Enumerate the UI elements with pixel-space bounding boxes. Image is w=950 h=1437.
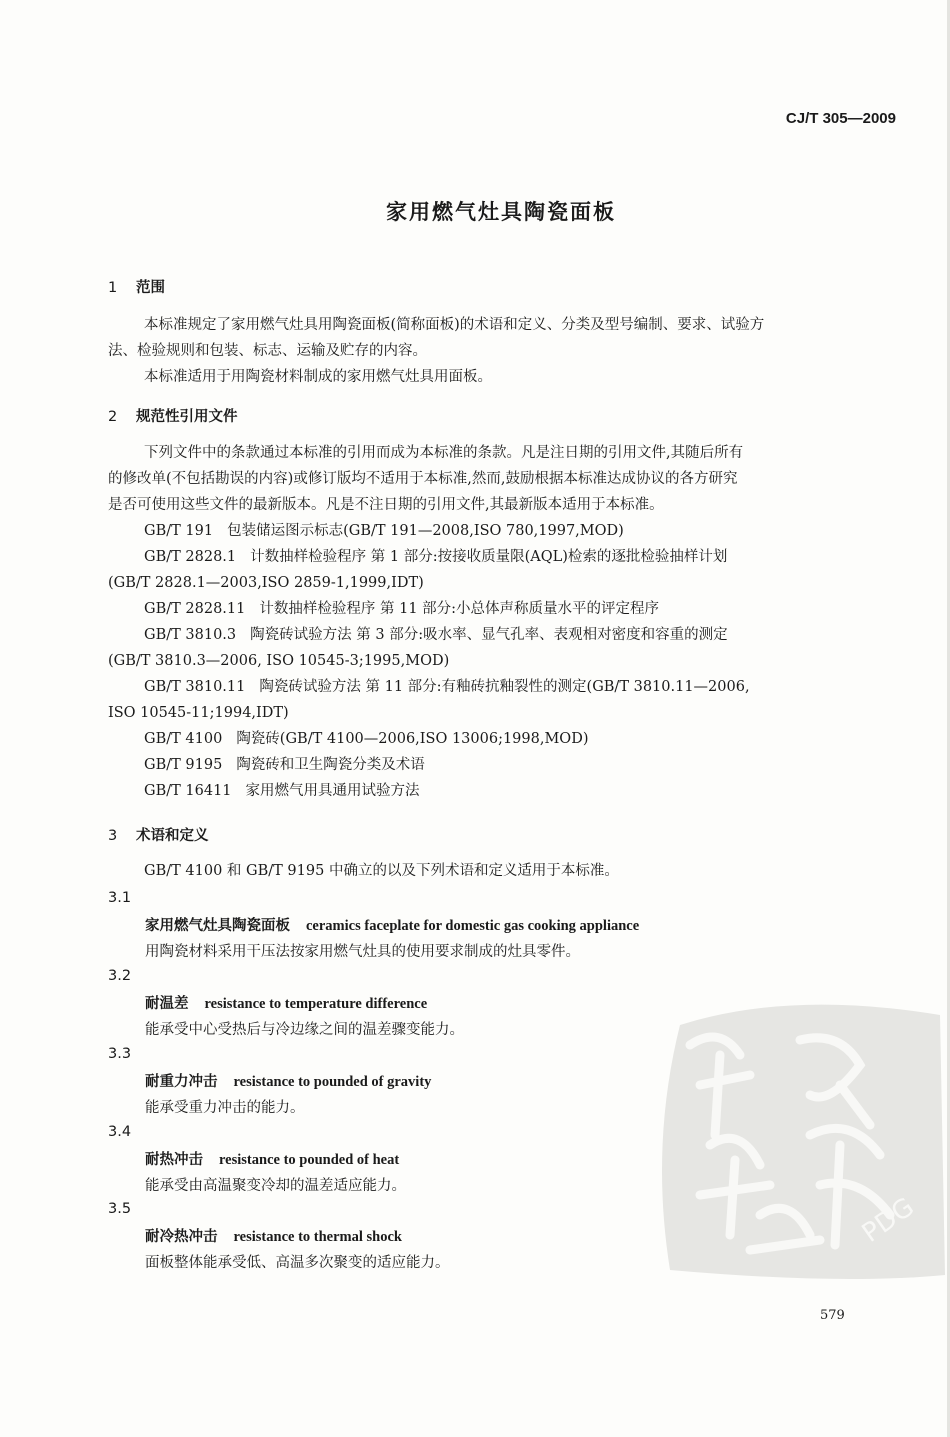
page-number: 579 [820, 1308, 845, 1323]
watermark-stamp [640, 985, 950, 1285]
reference-title: 陶瓷砖试验方法 第 3 部分:吸水率、显气孔率、表观相对密度和容重的测定 [250, 627, 728, 643]
reference-item [108, 752, 898, 778]
reference-continuation: (GB/T 2828.1—2003,ISO 2859-1,1999,IDT) [108, 575, 424, 591]
reference-title: 家用燃气用具通用试验方法 [245, 783, 420, 799]
term-zh: 家用燃气灶具陶瓷面板 [145, 918, 290, 934]
term-zh: 耐热冲击 [145, 1152, 203, 1168]
term-number: 3.3 [108, 1046, 132, 1062]
document-title: 家用燃气灶具陶瓷面板 [386, 200, 616, 224]
reference-title: 陶瓷砖和卫生陶瓷分类及术语 [236, 757, 425, 773]
reference-continuation: (GB/T 3810.3—2006, ISO 10545-3;1995,MOD) [108, 653, 450, 669]
section-heading-2 [108, 405, 238, 426]
reference-code: GB/T 4100 [144, 731, 223, 747]
reference-title: 计数抽样检验程序 第 1 部分:按接收质量限(AQL)检索的逐批检验抽样计划 [250, 549, 728, 565]
section-number: 2 [108, 409, 118, 425]
term-en: resistance to temperature difference [204, 996, 428, 1012]
paragraph: 法、检验规则和包装、标志、运输及贮存的内容。 [108, 343, 427, 359]
term-definition: 能承受由高温聚变冷却的温差适应能力。 [145, 1178, 406, 1194]
paragraph: 的修改单(不包括勘误的内容)或修订版均不适用于本标准,然而,鼓励根据本标准达成协议的各方研究 [108, 471, 738, 487]
reference-title: 陶瓷砖试验方法 第 11 部分:有釉砖抗釉裂性的测定(GB/T 3810.11—2006, [259, 679, 750, 695]
section-title: 规范性引用文件 [136, 409, 238, 425]
reference-code: GB/T 16411 [144, 783, 232, 799]
stamp-label: PDG [856, 1192, 920, 1249]
term-definition: 能承受中心受热后与冷边缘之间的温差骤变能力。 [145, 1022, 464, 1038]
reference-title: 包装储运图示标志(GB/T 191—2008,ISO 780,1997,MOD) [227, 523, 624, 539]
term-en: resistance to thermal shock [233, 1229, 402, 1245]
paragraph: 本标准适用于用陶瓷材料制成的家用燃气灶具用面板。 [144, 369, 492, 385]
reference-code: GB/T 3810.11 [144, 679, 246, 695]
term-en: ceramics faceplate for domestic gas cooking appliance [306, 918, 640, 934]
term-entry [145, 914, 639, 935]
paragraph: 下列文件中的条款通过本标准的引用而成为本标准的条款。凡是注日期的引用文件,其随后所有 [144, 445, 744, 461]
section-number: 3 [108, 828, 118, 844]
reference-code: GB/T 2828.11 [144, 601, 246, 617]
reference-title: 陶瓷砖(GB/T 4100—2006,ISO 13006;1998,MOD) [236, 731, 589, 747]
section-1-body [108, 312, 898, 390]
reference-code: GB/T 2828.1 [144, 549, 237, 565]
term-zh: 耐温差 [145, 996, 189, 1012]
section-heading-3 [108, 824, 209, 845]
term-zh: 耐冷热冲击 [145, 1229, 218, 1245]
section-2-body [108, 440, 898, 518]
reference-item [108, 622, 898, 674]
paragraph: 本标准规定了家用燃气灶具用陶瓷面板(简称面板)的术语和定义、分类及型号编制、要求、试验方 [144, 317, 765, 333]
reference-item [108, 674, 898, 726]
term-entry [145, 1225, 402, 1246]
term-number: 3.2 [108, 968, 132, 984]
reference-list [108, 518, 898, 804]
paragraph: GB/T 4100 和 GB/T 9195 中确立的以及下列术语和定义适用于本标准。 [144, 863, 619, 879]
term-definition: 面板整体能承受低、高温多次聚变的适应能力。 [145, 1255, 450, 1271]
reference-item [108, 778, 898, 804]
term-zh: 耐重力冲击 [145, 1074, 218, 1090]
term-definition: 用陶瓷材料采用干压法按家用燃气灶具的使用要求制成的灶具零件。 [145, 944, 580, 960]
term-definition: 能承受重力冲击的能力。 [145, 1100, 305, 1116]
reference-code: GB/T 9195 [144, 757, 223, 773]
term-number: 3.1 [108, 890, 132, 906]
term-en: resistance to pounded of gravity [233, 1074, 432, 1090]
section-heading-1 [108, 276, 165, 297]
standard-code: CJ/T 305—2009 [785, 110, 896, 127]
reference-item [108, 726, 898, 752]
reference-title: 计数抽样检验程序 第 11 部分:小总体声称质量水平的评定程序 [259, 601, 660, 617]
reference-item [108, 596, 898, 622]
section-title: 术语和定义 [136, 828, 209, 844]
term-entry [145, 992, 427, 1013]
paragraph: 是否可使用这些文件的最新版本。凡是不注日期的引用文件,其最新版本适用于本标准。 [108, 497, 664, 513]
reference-item [108, 544, 898, 596]
term-number: 3.5 [108, 1201, 132, 1217]
reference-continuation: ISO 10545-11;1994,IDT) [108, 705, 289, 721]
term-entry [145, 1070, 431, 1091]
term-en: resistance to pounded of heat [219, 1152, 400, 1168]
reference-item [108, 518, 898, 544]
reference-code: GB/T 3810.3 [144, 627, 237, 643]
section-number: 1 [108, 280, 118, 296]
section-3-intro [144, 858, 619, 884]
term-number: 3.4 [108, 1124, 132, 1140]
term-entry [145, 1148, 399, 1169]
reference-code: GB/T 191 [144, 523, 214, 539]
section-title: 范围 [136, 280, 165, 296]
